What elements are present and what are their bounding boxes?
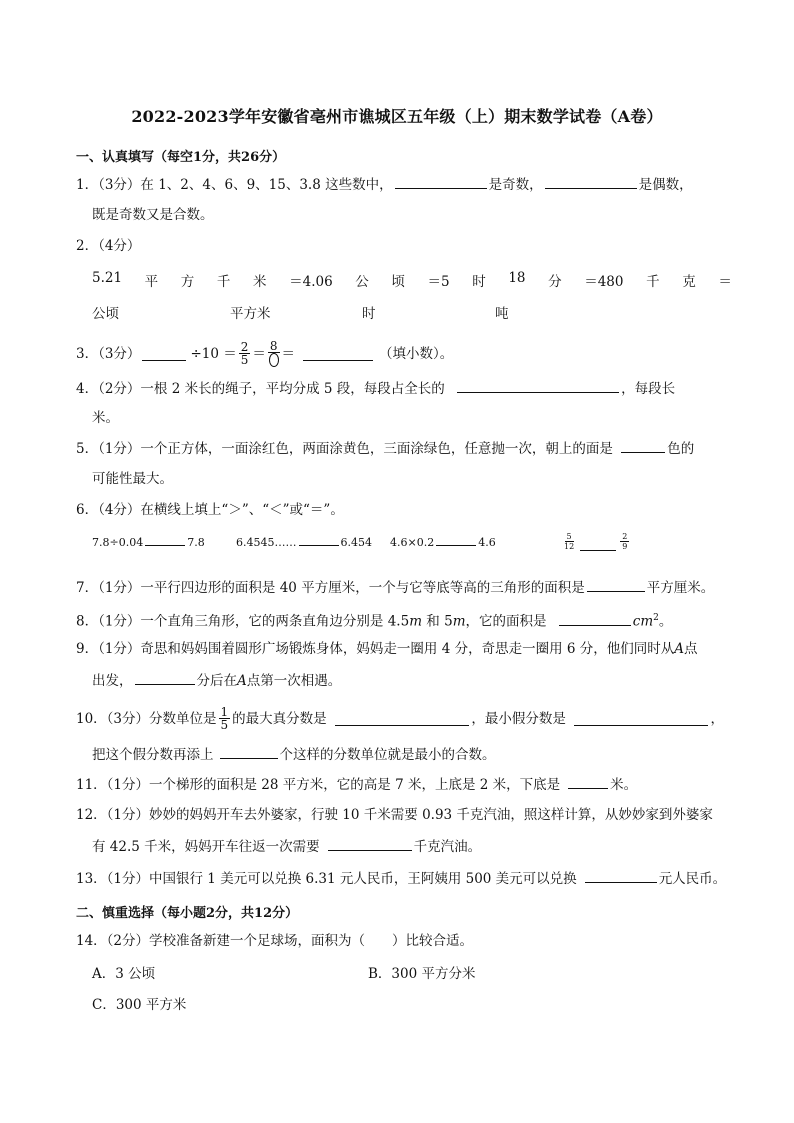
question-1-line2: 既是奇数又是合数。 <box>92 207 214 223</box>
answer-blank[interactable] <box>580 542 616 551</box>
answer-blank[interactable] <box>587 577 645 592</box>
answer-blank[interactable] <box>585 868 657 883</box>
question-4: 4．（2分）一根 2 米长的绳子，平均分成 5 段，每段占全长的 ，每段长 <box>76 378 724 399</box>
question-3: 3．（3分） ÷10 ＝ $\frac{2}{5}$ ＝ 8 ＝ （填小数）。 <box>76 339 454 367</box>
question-13: 13．（1分）中国银行 1 美元可以兑换 6.31 元人民币，王阿姨用 500 美元可以兑换 元人民币。 <box>76 868 724 889</box>
fraction: $\frac{5}{12}$ <box>564 532 575 551</box>
compare-item-4 <box>560 532 631 551</box>
question-6: 6．（4分）在横线上填上“＞”、“＜”或“＝”。 <box>76 502 344 518</box>
answer-blank[interactable] <box>335 711 470 726</box>
answer-blank[interactable] <box>395 174 487 189</box>
compare-item-1: 7.8÷0.04 7.8 <box>92 536 205 549</box>
question-2-line2-unit: 平方米 <box>230 306 271 322</box>
answer-blank[interactable] <box>269 353 279 367</box>
question-9: 9．（1分）奇思和妈妈围着圆形广场锻炼身体，妈妈走一圈用 4 分，奇思走一圈用 6 分，他们同时从A点 <box>76 641 698 657</box>
question-9-line2: 出发， 分后在A点第一次相遇。 <box>76 670 724 691</box>
question-5-line2: 可能性最大。 <box>92 471 173 487</box>
section-heading-1: 一、认真填写（每空1分，共26分） <box>76 150 286 165</box>
question-8: 8．（1分）一个直角三角形，它的两条直角边分别是 4.5m 和 5m，它的面积是 $cm^2$。 <box>76 608 724 632</box>
question-1: 1．（3分）在 1、2、4、6、9、15、3.8 这些数中， 是奇数， 是偶数， <box>76 174 724 195</box>
question-7: 7．（1分）一平行四边形的面积是 40 平方厘米，一个与它等底等高的三角形的面积是 平方厘米。 <box>76 577 724 598</box>
question-14: 14．（2分）学校准备新建一个足球场，面积为（ ）比较合适。 <box>76 933 474 949</box>
question-2: 2．（4分） <box>76 238 141 254</box>
answer-blank[interactable] <box>559 611 631 626</box>
answer-blank[interactable] <box>328 836 412 851</box>
page-title: 2022-2023学年安徽省亳州市谯城区五年级（上）期末数学试卷（A卷） <box>131 107 663 126</box>
answer-blank[interactable] <box>303 346 373 361</box>
answer-blank[interactable] <box>574 711 709 726</box>
question-2-line2-unit: 时 <box>362 306 376 322</box>
question-10-line2: 把这个假分数再添上 个这样的分数单位就是最小的合数。 <box>76 744 724 765</box>
question-11: 11．（1分）一个梯形的面积是 28 平方米，它的高是 7 米，上底是 2 米，下底是 米。 <box>76 774 724 795</box>
question-12: 12．（1分）妙妙的妈妈开车去外婆家，行驶 10 千米需要 0.93 千克汽油，照这样计算，从妙妙家到外婆家 <box>76 807 713 823</box>
answer-blank[interactable] <box>299 535 339 546</box>
answer-blank[interactable] <box>145 535 185 546</box>
fraction: 8 <box>268 340 280 367</box>
fraction: $\frac{2}{5}$ <box>240 340 249 367</box>
answer-blank[interactable] <box>220 744 278 759</box>
answer-blank[interactable] <box>457 378 619 393</box>
answer-blank[interactable] <box>436 535 476 546</box>
answer-blank[interactable] <box>568 774 608 789</box>
answer-blank[interactable] <box>142 346 186 361</box>
question-12-line2: 有 42.5 千米，妈妈开车往返一次需要 千克汽油。 <box>76 836 724 857</box>
fraction: $\frac{2}{9}$ <box>622 532 628 551</box>
question-4-line2: 米。 <box>92 410 119 426</box>
compare-item-3: 4.6×0.2 4.6 <box>390 536 496 549</box>
question-2-line1: 5.21 平 方 千 米 ＝4.06 公 顷 ＝5 时 18 分 ＝480 千 克 ＝ <box>92 270 732 290</box>
question-2-line2-unit: 吨 <box>495 306 509 322</box>
answer-blank[interactable] <box>621 438 665 453</box>
option-b[interactable]: B．300 平方分米 <box>368 966 476 982</box>
question-10: 10．（3分）分数单位是 $\frac{1}{5}$ 的最大真分数是 ，最小假分数是 ， <box>76 705 724 732</box>
option-c[interactable]: C．300 平方米 <box>92 997 187 1013</box>
section-heading-2: 二、慎重选择（每小题2分，共12分） <box>76 906 299 921</box>
compare-item-2: 6.4545…… 6.454 <box>236 536 372 549</box>
question-2-line2-unit: 公顷 <box>92 306 119 322</box>
fraction: $\frac{1}{5}$ <box>220 705 229 732</box>
question-5: 5．（1分）一个正方体，一面涂红色，两面涂黄色，三面涂绿色，任意抛一次，朝上的面是 色的 <box>76 438 724 459</box>
answer-blank[interactable] <box>545 174 637 189</box>
answer-blank[interactable] <box>135 670 195 685</box>
option-a[interactable]: A．3 公顷 <box>92 966 156 982</box>
